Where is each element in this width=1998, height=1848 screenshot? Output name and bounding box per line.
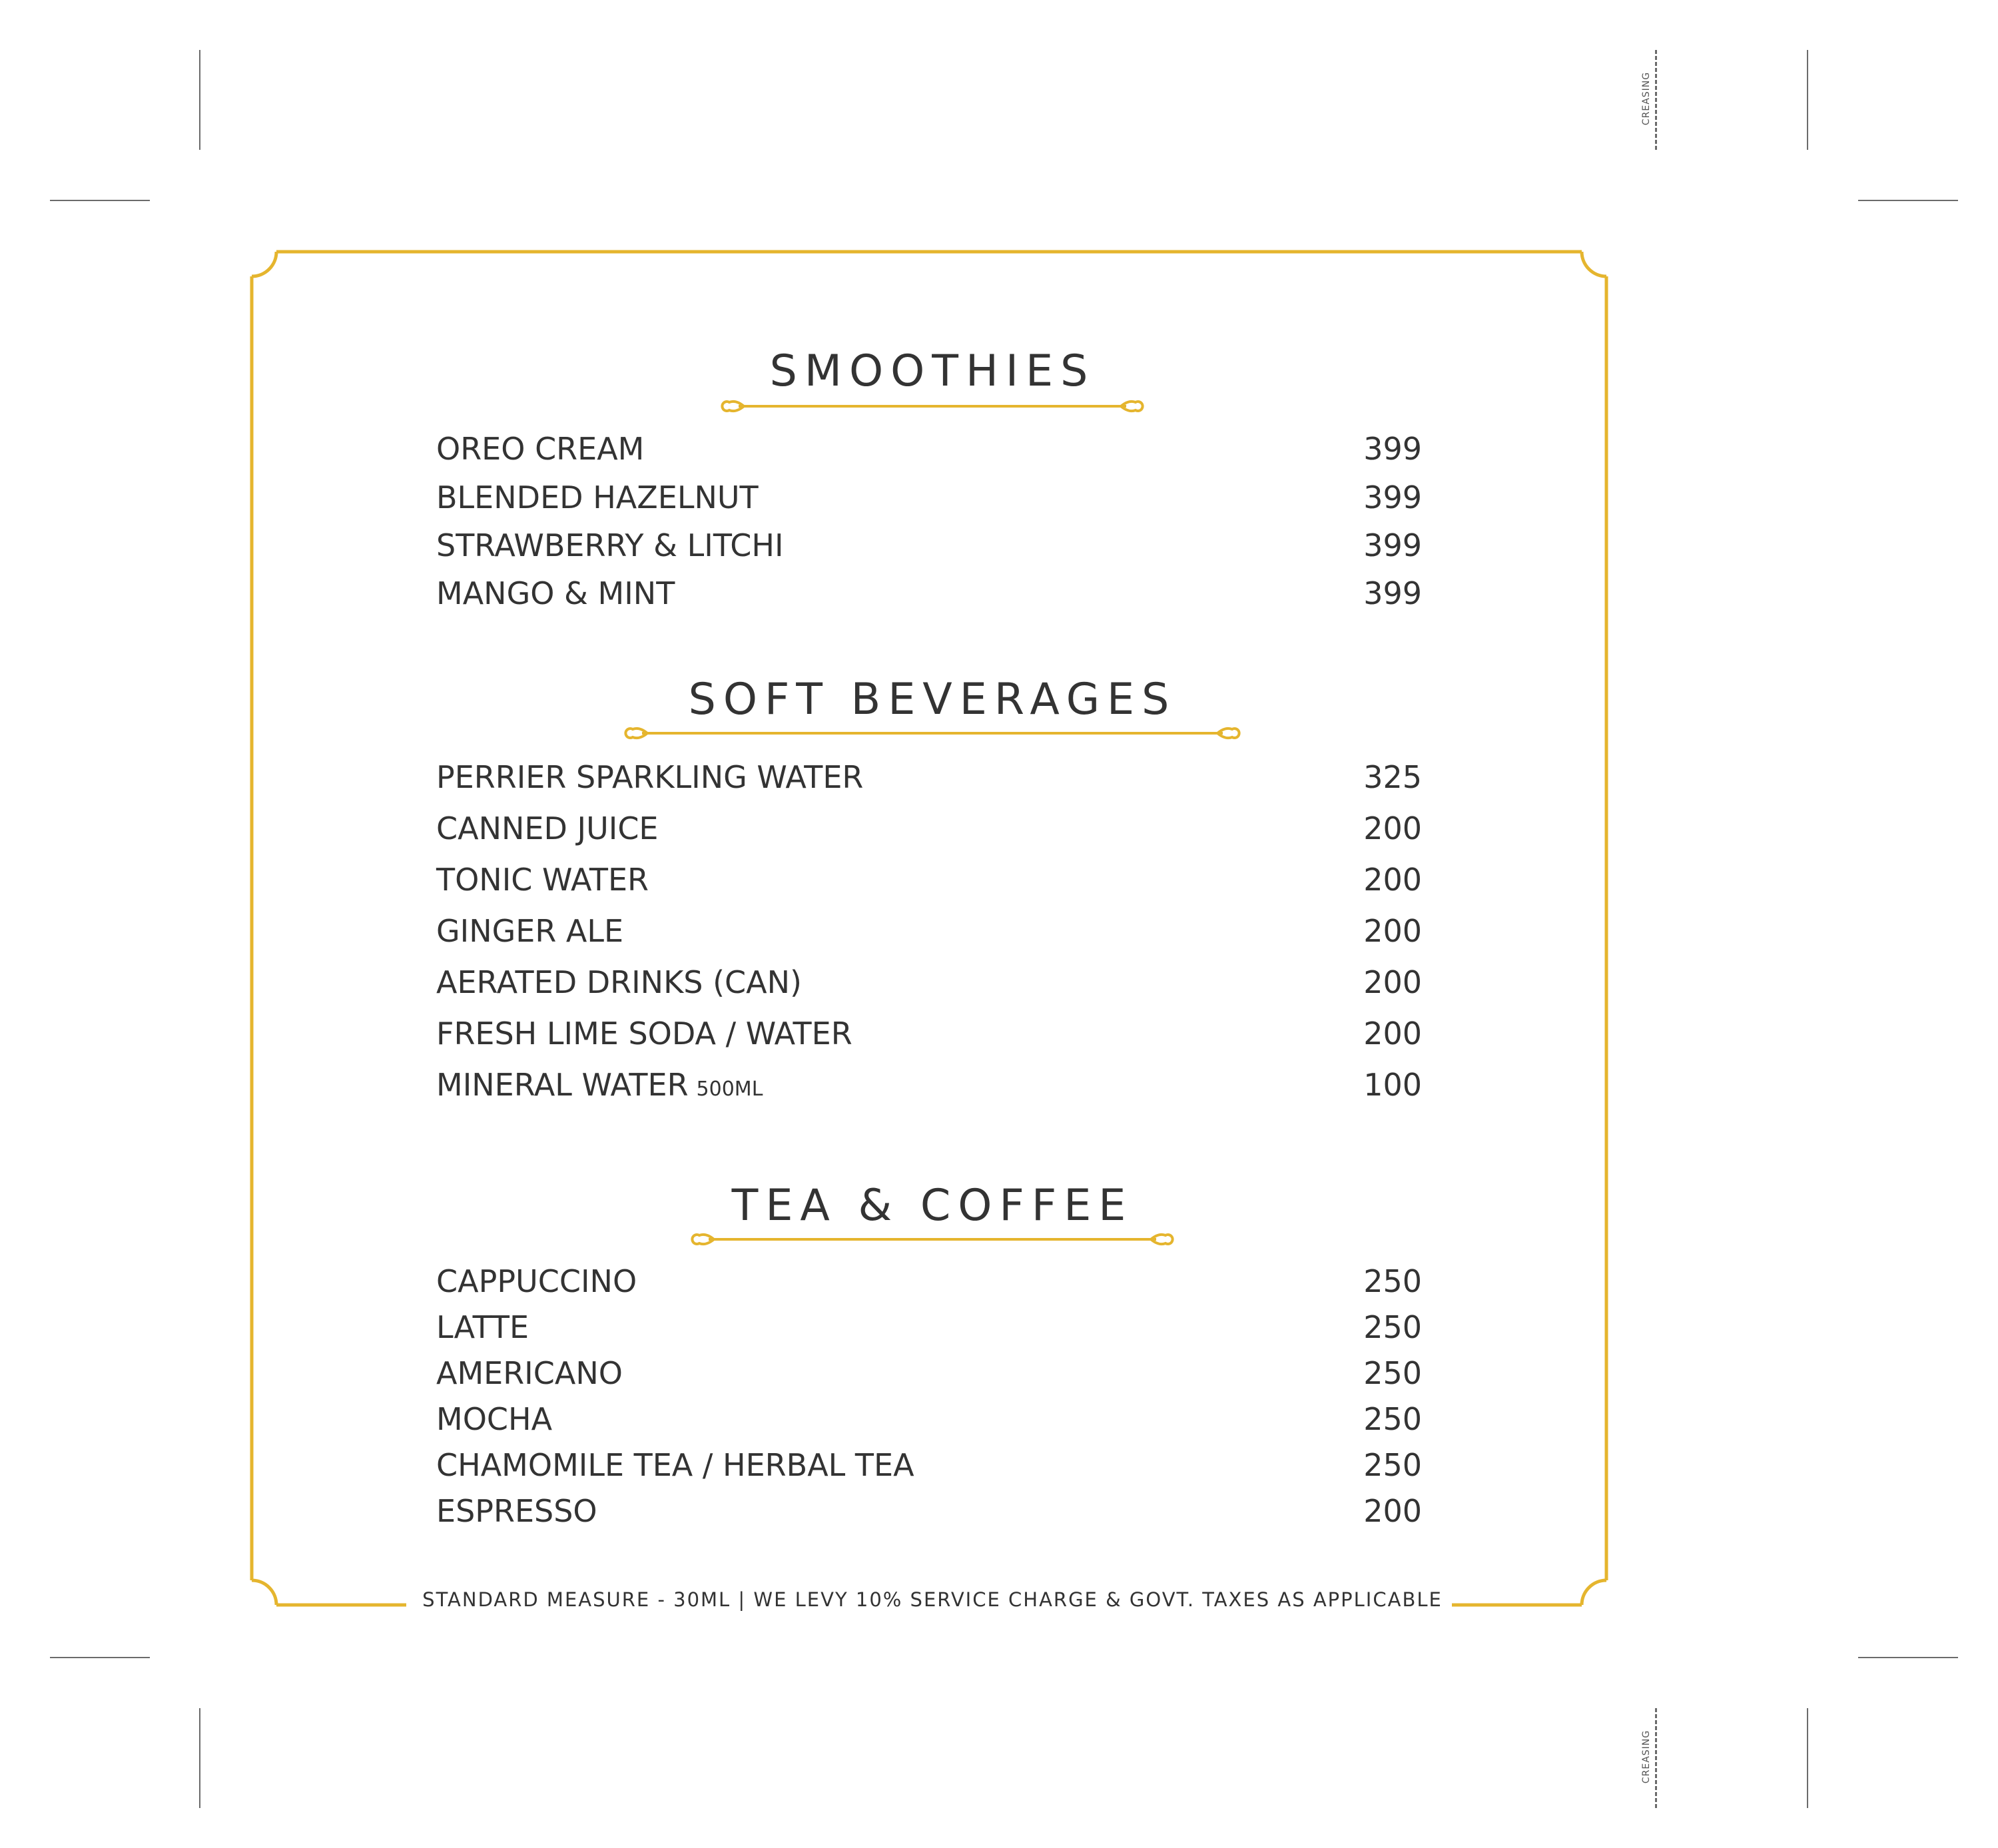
menu-item-name-text: MINERAL WATER [436,1067,689,1103]
menu-item [436,964,1422,1000]
menu-item-name [436,1447,914,1483]
frame-corner-top-right [1582,252,1606,276]
crease-label-top: CREASING [1641,71,1652,126]
menu-item-name [436,527,784,563]
footer-text: STANDARD MEASURE - 30ML | WE LEVY 10% SERVICE CHARGE & GOVT. TAXES AS APPLICABLE [413,1588,1452,1611]
menu-item-price: 399 [1363,431,1422,467]
menu-item-name [436,1263,637,1299]
menu-item-price: 250 [1363,1263,1422,1299]
crease-label-bottom: CREASING [1641,1729,1652,1784]
menu-item-name [436,575,675,611]
menu-item-name [436,1355,623,1391]
menu-item-name-text: CHAMOMILE TEA / HERBAL TEA [436,1447,914,1483]
menu-item [436,862,1422,898]
menu-item-price: 399 [1363,575,1422,611]
menu-item-name-text: AERATED DRINKS (CAN) [436,964,802,1000]
menu-item-name-text: AMERICANO [436,1355,623,1391]
menu-item [436,1447,1422,1483]
section-title: SMOOTHIES [769,346,1096,396]
menu-item-name [436,1309,529,1345]
menu-item-price: 250 [1363,1355,1422,1391]
menu-item-name-text: FRESH LIME SODA / WATER [436,1016,852,1052]
menu-item-price: 200 [1363,913,1422,949]
menu-item-name-text: ESPRESSO [436,1493,597,1529]
menu-item-price: 200 [1363,1016,1422,1052]
menu-item-name-text: LATTE [436,1309,529,1345]
menu-item-price: 200 [1363,862,1422,898]
menu-item-price: 100 [1363,1067,1422,1103]
menu-item-name-text: PERRIER SPARKLING WATER [436,759,864,795]
menu-item-name [436,862,649,898]
menu-item-name-text: MOCHA [436,1401,553,1437]
menu-item-price: 325 [1363,759,1422,795]
menu-item-name-text: CAPPUCCINO [436,1263,637,1299]
menu-item [436,1401,1422,1437]
menu-item-name [436,1401,552,1437]
menu-item [436,759,1422,795]
menu-item [436,1355,1422,1391]
section-title: SOFT BEVERAGES [688,675,1177,725]
footer-note [0,1588,1865,1611]
menu-item-name-text: TONIC WATER [436,862,649,898]
menu-item [436,1016,1422,1052]
menu-item [436,1493,1422,1529]
section-divider [625,729,1239,738]
menu-item-name-text: STRAWBERRY & LITCHI [436,527,784,563]
menu-item-name [436,1493,597,1529]
menu-item [436,1263,1422,1299]
menu-item-name-text: CANNED JUICE [436,810,659,846]
section-divider [722,402,1142,411]
menu-item [436,1067,1422,1103]
menu-item-price: 250 [1363,1447,1422,1483]
menu-item-price: 399 [1363,527,1422,563]
menu-item-price: 200 [1363,964,1422,1000]
menu-item [436,1309,1422,1345]
menu-item [436,575,1422,611]
menu-item-price: 399 [1363,479,1422,515]
menu-item-name [436,810,659,846]
menu-item-name-text: GINGER ALE [436,913,624,949]
menu-item-name [436,479,759,515]
section-divider [692,1235,1172,1244]
menu-item-name-text: OREO CREAM [436,431,645,467]
menu-item [436,913,1422,949]
menu-item-name [436,1016,852,1052]
menu-item-name [436,759,863,795]
menu-item-name-text: BLENDED HAZELNUT [436,479,759,515]
frame-corner-top-left [252,252,276,276]
menu-item-name-text: MANGO & MINT [436,575,675,611]
menu-item-name [436,1067,763,1103]
menu-item [436,527,1422,563]
menu-item [436,810,1422,846]
menu-item-price: 200 [1363,1493,1422,1529]
menu-item-price: 200 [1363,810,1422,846]
menu-item-size: 500ML [696,1078,763,1101]
menu-item-price: 250 [1363,1309,1422,1345]
menu-item-price: 250 [1363,1401,1422,1437]
menu-item [436,479,1422,515]
menu-item [436,431,1422,467]
menu-item-name [436,964,802,1000]
menu-item-name [436,913,623,949]
section-title: TEA & COFFEE [731,1181,1134,1231]
menu-item-name [436,431,644,467]
